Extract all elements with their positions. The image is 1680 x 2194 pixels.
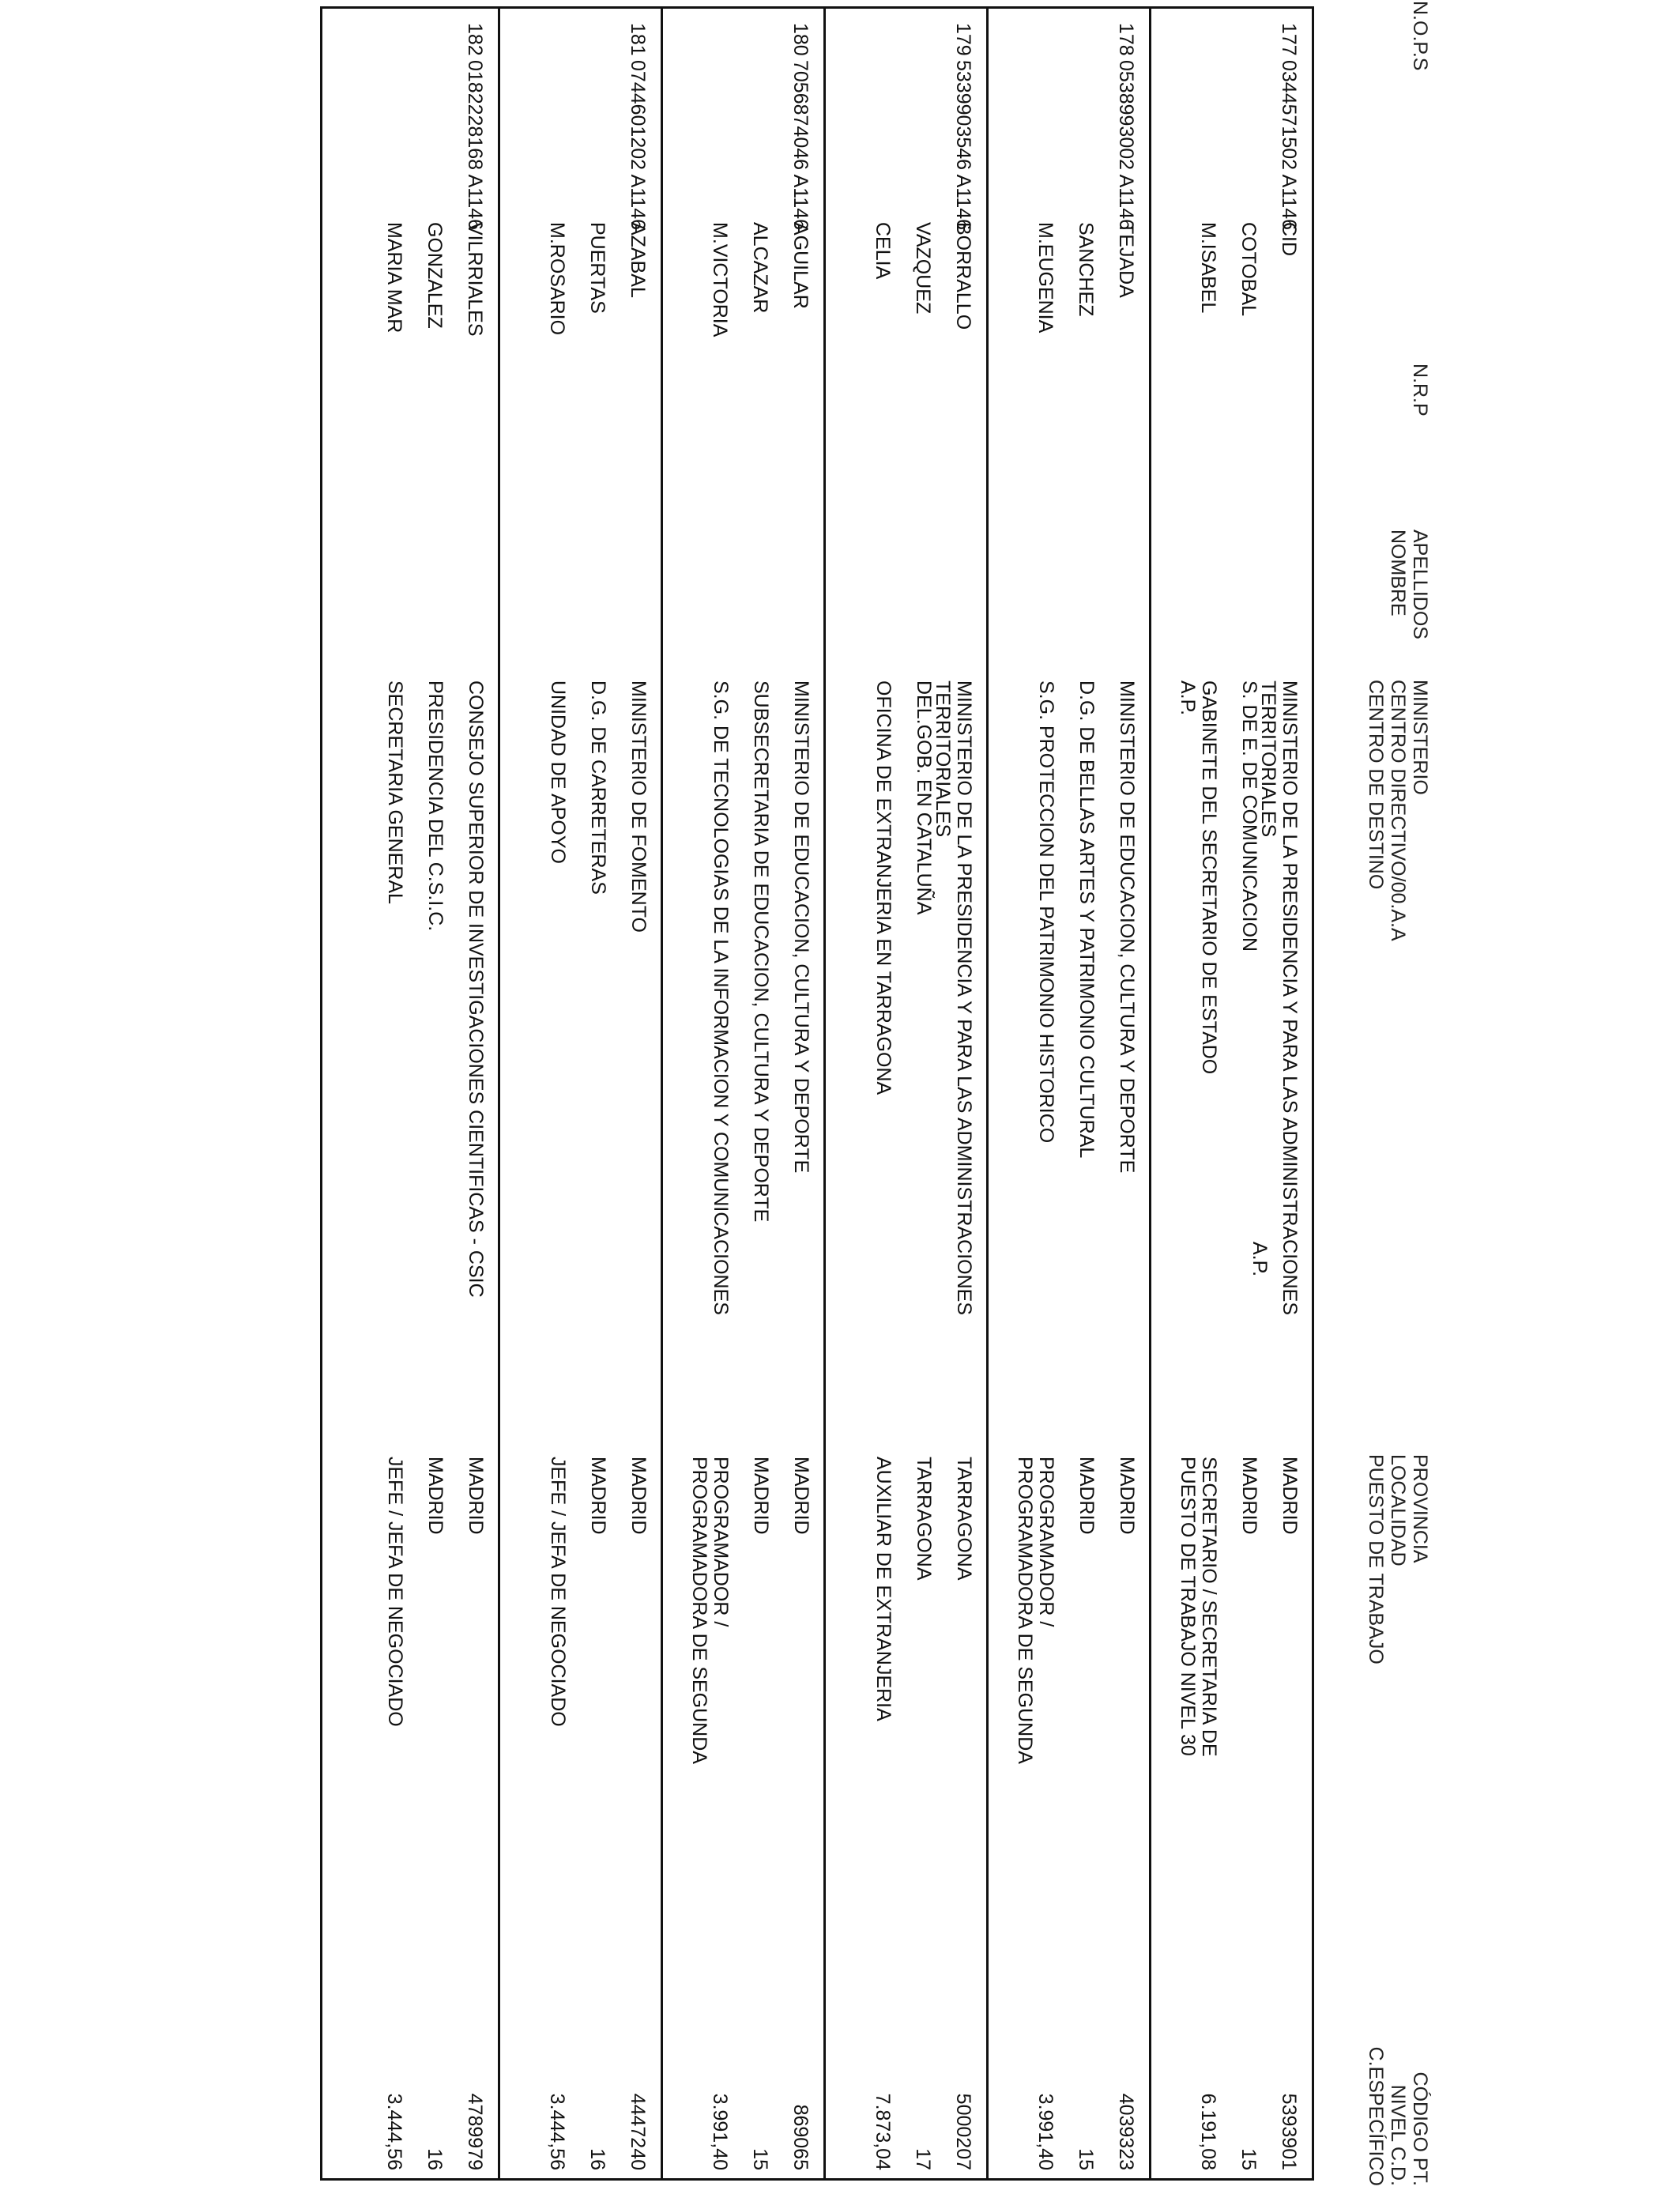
record-row (320, 9, 500, 2178)
record-especifico: 7.873,04 (872, 2093, 894, 2170)
record-apellido2: SANCHEZ (1075, 222, 1097, 317)
record-nops: 178 (1115, 23, 1137, 56)
header-ministerio: MINISTERIO CENTRO DIRECTIVO/00.A.A CENTRO DE DESTINO (1365, 680, 1431, 941)
record-centro-destino: GABINETE DEL SECRETARIO DE ESTADO A.P. (1177, 680, 1220, 1075)
record-ministerio: MINISTERIO DE FOMENTO (627, 680, 650, 933)
record-provincia: MADRID (790, 1457, 812, 1535)
record-nivel: 15 (1075, 2148, 1097, 2170)
record-row (500, 9, 663, 2178)
header-codigo: CÓDIGO PT. NIVEL C.D. C.ESPECÍFICO (1365, 2046, 1431, 2186)
record-row (826, 9, 989, 2178)
record-apellido2: ALCAZAR (749, 222, 771, 314)
record-centro-destino: S.G. DE TECNOLOGIAS DE LA INFORMACION Y COMUNICACIONES (710, 680, 732, 1315)
record-centro-destino: OFICINA DE EXTRANJERIA EN TARRAGONA (872, 680, 895, 1095)
record-provincia: MADRID (1116, 1457, 1138, 1535)
record-localidad: MADRID (1238, 1457, 1260, 1535)
record-nrp: 7056874046 A1146 (789, 60, 812, 231)
record-centro-destino: SECRETARIA GENERAL (384, 680, 406, 904)
record-nivel: 16 (424, 2148, 446, 2170)
record-puesto: JEFE / JEFA DE NEGOCIADO (384, 1457, 406, 1727)
record-nombre: MARIA MAR (383, 222, 405, 334)
record-nops: 180 (789, 23, 812, 56)
record-localidad: MADRID (587, 1457, 609, 1535)
record-codigo: 4039323 (1115, 2093, 1137, 2170)
record-nivel: 15 (1237, 2148, 1260, 2170)
record-centro-directivo: SUBSECRETARIA DE EDUCACION, CULTURA Y DEPORTE (750, 680, 772, 1223)
record-puesto: AUXILIAR DE EXTRANJERIA (872, 1457, 895, 1721)
record-apellido2: PUERTAS (586, 222, 608, 314)
records-table (320, 6, 1314, 2181)
record-apellido2: VAZQUEZ (912, 222, 934, 315)
record-nivel: 17 (912, 2148, 934, 2170)
record-provincia: TARRAGONA (953, 1457, 975, 1581)
record-codigo: 869065 (789, 2104, 812, 2170)
header-apellidos-nombre: APELLIDOS NOMBRE (1387, 530, 1431, 639)
record-apellido1: AGUILAR (789, 222, 812, 309)
record-centro-destino: S.G. PROTECCION DEL PATRIMONIO HISTORICO (1035, 680, 1057, 1144)
record-ministerio: MINISTERIO DE LA PRESIDENCIA Y PARA LAS ADMINISTRACIONES TERRITORIALES (1257, 680, 1301, 1316)
record-centro-destino: UNIDAD DE APOYO (547, 680, 569, 864)
record-localidad: MADRID (750, 1457, 772, 1535)
record-apellido2: GONZALEZ (424, 222, 446, 329)
record-codigo: 5393901 (1278, 2093, 1300, 2170)
record-especifico: 6.191,08 (1197, 2093, 1219, 2170)
record-ministerio: MINISTERIO DE EDUCACION, CULTURA Y DEPORTE (790, 680, 812, 1174)
record-row (663, 9, 826, 2178)
record-puesto: PROGRAMADOR / PROGRAMADORA DE SEGUNDA (1014, 1457, 1057, 1764)
record-especifico: 3.444,56 (546, 2093, 568, 2170)
record-localidad: MADRID (1075, 1457, 1098, 1535)
record-provincia: MADRID (1279, 1457, 1301, 1535)
record-nombre: M.ISABEL (1197, 222, 1219, 314)
record-nops: 177 (1278, 23, 1300, 56)
record-especifico: 3.991,40 (1034, 2093, 1057, 2170)
record-apellido2: COTOBAL (1237, 222, 1260, 317)
record-ministerio: MINISTERIO DE EDUCACION, CULTURA Y DEPORTE (1116, 680, 1138, 1174)
record-nombre: M.EUGENIA (1034, 222, 1057, 334)
record-nrp: 0538993002 A1146 (1115, 60, 1137, 231)
record-apellido1: TEJADA (1115, 222, 1137, 298)
record-ministerio: CONSEJO SUPERIOR DE INVESTIGACIONES CIENTIFICAS - CSIC (465, 680, 487, 1298)
record-centro-directivo: DEL.GOB. EN CATALUÑA (913, 680, 935, 915)
record-nombre: M.VICTORIA (709, 222, 731, 337)
record-centro-directivo: PRESIDENCIA DEL C.S.I.C. (424, 680, 446, 932)
record-apellido1: AZABAL (627, 222, 649, 298)
record-codigo: 4789979 (464, 2093, 486, 2170)
record-nrp: 0744601202 A1146 (627, 60, 649, 231)
record-especifico: 3.991,40 (709, 2093, 731, 2170)
record-nops: 179 (952, 23, 974, 56)
record-nrp: 0182228168 A1146 (464, 60, 486, 231)
record-especifico: 3.444,56 (383, 2093, 405, 2170)
table-header (1320, 0, 1431, 2194)
header-nops: N.O.P.S (1409, 1, 1431, 71)
record-nivel: 15 (749, 2148, 771, 2170)
record-nivel: 16 (586, 2148, 608, 2170)
record-puesto: SECRETARIO / SECRETARIA DE PUESTO DE TRABAJO NIVEL 30 (1177, 1457, 1220, 1757)
record-nops: 181 (627, 23, 649, 56)
record-provincia: MADRID (465, 1457, 487, 1535)
record-codigo: 5000207 (952, 2093, 974, 2170)
record-nrp: 0344571502 A1146 (1278, 60, 1300, 231)
record-centro-directivo: D.G. DE CARRETERAS (587, 680, 609, 895)
record-row (989, 9, 1151, 2178)
record-nops: 182 (464, 23, 486, 56)
record-localidad: MADRID (424, 1457, 446, 1535)
record-centro-directivo: S. DE E. DE COMUNICACION (1238, 680, 1260, 952)
record-localidad: TARRAGONA (913, 1457, 935, 1581)
record-apellido1: CID (1278, 222, 1300, 257)
record-provincia: MADRID (627, 1457, 650, 1535)
record-apellido1: VILRRIALES (464, 222, 486, 337)
header-provincia: PROVINCIA LOCALIDAD PUESTO DE TRABAJO (1365, 1454, 1431, 1664)
record-codigo: 4447240 (627, 2093, 649, 2170)
record-centro-directivo-flag: A.P. (1249, 1242, 1271, 1277)
record-nombre: M.ROSARIO (546, 222, 568, 336)
record-centro-directivo: D.G. DE BELLAS ARTES Y PATRIMONIO CULTURAL (1075, 680, 1098, 1159)
record-puesto: JEFE / JEFA DE NEGOCIADO (547, 1457, 569, 1727)
record-nombre: CELIA (872, 222, 894, 280)
record-nrp: 5339903546 A1146 (952, 60, 974, 231)
header-nrp: N.R.P (1409, 364, 1431, 417)
record-puesto: PROGRAMADOR / PROGRAMADORA DE SEGUNDA (688, 1457, 732, 1764)
record-apellido1: BORRALLO (952, 222, 974, 330)
record-row (1151, 9, 1314, 2178)
record-ministerio: MINISTERIO DE LA PRESIDENCIA Y PARA LAS ADMINISTRACIONES TERRITORIALES (932, 680, 975, 1316)
